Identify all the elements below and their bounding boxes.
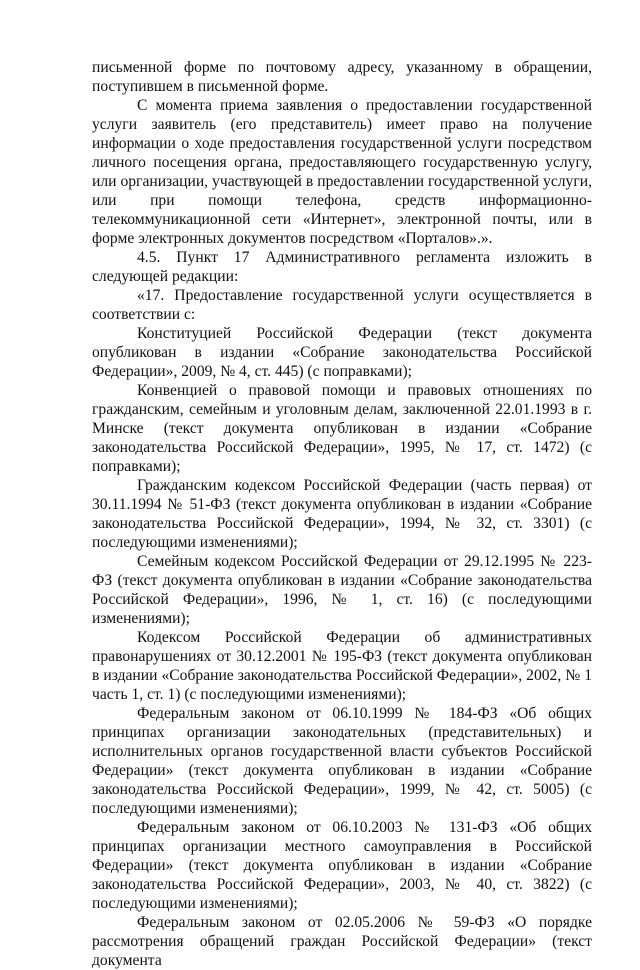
paragraph-item-17-intro: «17. Предоставление государственной услуги осуществляется в соответствии с:: [92, 287, 592, 323]
paragraph-constitution: Конституцией Российской Федерации (текст документа опубликован в издании «Собрание законодательства Российской Федерации», 2009, № 4, ст. 445) (с поправками);: [92, 325, 592, 380]
paragraph-administrative-code: Кодексом Российской Федерации об административных правонарушениях от 30.12.2001 № 195-ФЗ (текст документа опубликован в издании «Собрание законодательства Российской Федерации», 2002, № 1 часть 1, ст. 1) (с последующими изменениями);: [92, 629, 592, 703]
paragraph-federal-law-131: Федеральным законом от 06.10.2003 № 131-ФЗ «Об общих принципах организации местного самоуправления в Российской Федерации» (текст документа опубликован в издании «Собрание законодательства Российской Федерации», 2003, № 40, ст. 3822) (с последующими изменениями);: [92, 819, 592, 912]
paragraph-postal-address: письменной форме по почтовому адресу, указанному в обращении, поступившем в письменной форме.: [92, 59, 592, 95]
paragraph-civil-code: Гражданским кодексом Российской Федерации (часть первая) от 30.11.1994 № 51-ФЗ (текст документа опубликован в издании «Собрание законодательства Российской Федерации», 1994, № 32, ст. 3301) (с последующими изменениями);: [92, 477, 592, 551]
paragraph-federal-law-59: Федеральным законом от 02.05.2006 № 59-ФЗ «О порядке рассмотрения обращений граждан Российской Федерации» (текст документа: [92, 914, 592, 969]
document-page: [92, 58, 592, 970]
paragraph-clause-4-5: 4.5. Пункт 17 Административного регламента изложить в следующей редакции:: [92, 249, 592, 285]
paragraph-federal-law-184: Федеральным законом от 06.10.1999 № 184-ФЗ «Об общих принципах организации законодательных (представительных) и исполнительных органов государственной власти субъектов Российской Федерации» (текст документа опубликован в издании «Собрание законодательства Российской Федерации», 1999, № 42, ст. 5005) (с последующими изменениями);: [92, 705, 592, 817]
paragraph-family-code: Семейным кодексом Российской Федерации от 29.12.1995 № 223-ФЗ (текст документа опубликован в издании «Собрание законодательства Российской Федерации», 1996, № 1, ст. 16) (с последующими изменениями);: [92, 553, 592, 627]
paragraph-minsk-convention: Конвенцией о правовой помощи и правовых отношениях по гражданским, семейным и уголовным делам, заключенной 22.01.1993 в г. Минске (текст документа опубликован в издании «Собрание законодательства Российской Федерации», 1995, № 17, ст. 1472) (с поправками);: [92, 382, 592, 475]
paragraph-right-to-information: С момента приема заявления о предоставлении государственной услуги заявитель (его представитель) имеет право на получение информации о ходе предоставления государственной услуги посредством личного посещения органа, предоставляющего государственную услугу, или организации, участвующей в предоставлении государственной услуги, или при помощи телефона, средств информационно-телекоммуникационной сети «Интернет», электронной почты, или в форме электронных документов посредством «Порталов».».: [92, 97, 592, 247]
